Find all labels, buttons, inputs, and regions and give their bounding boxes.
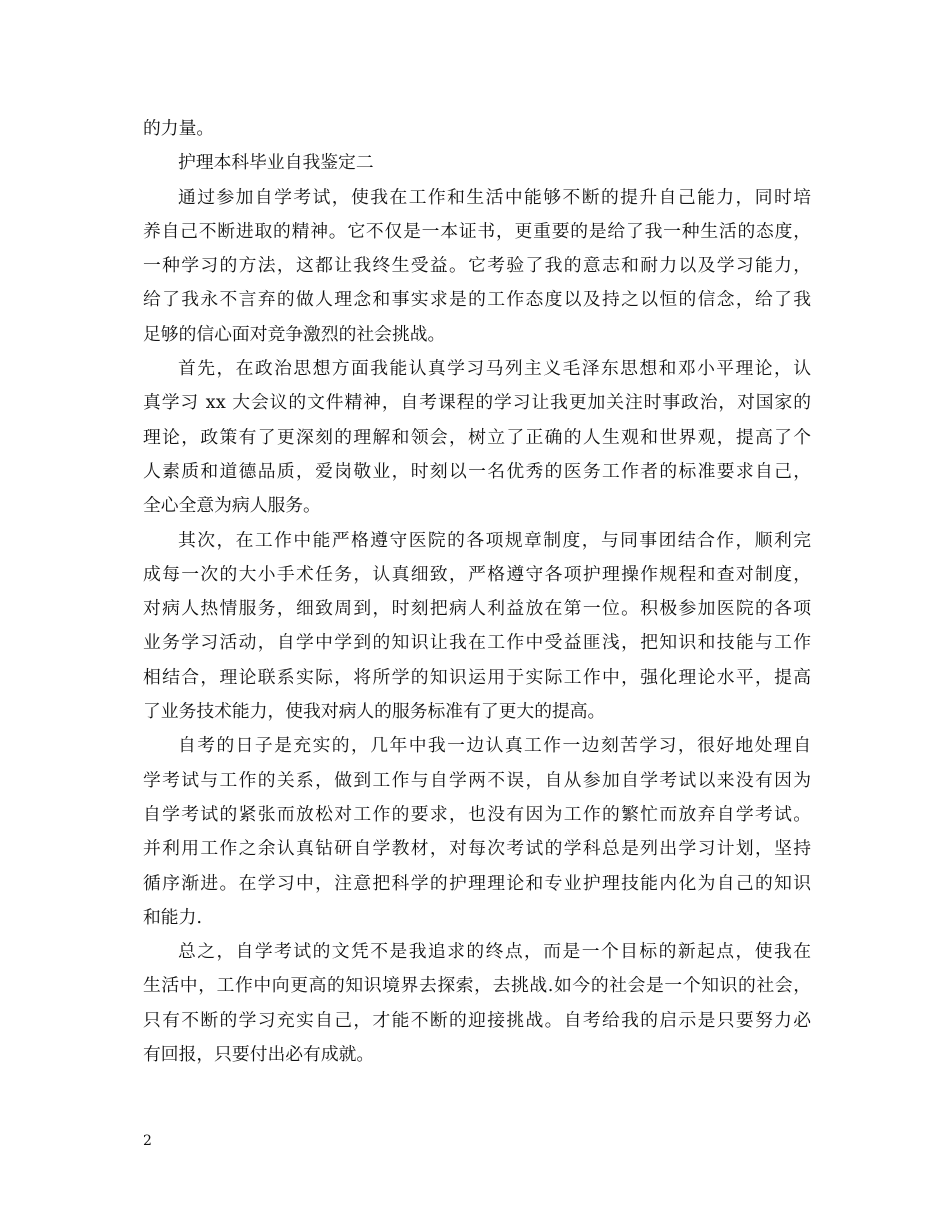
text-line: 总之，自学考试的文凭不是我追求的终点，而是一个目标的新起点，使我在 xyxy=(178,941,811,963)
document-body xyxy=(143,112,811,1072)
text-line: 人素质和道德品质，爱岗敬业，时刻以一名优秀的医务工作者的标准要求自己， xyxy=(143,460,811,482)
text-line: 业务学习活动，自学中学到的知识让我在工作中受益匪浅，把知识和技能与工作 xyxy=(143,632,811,654)
text-line: 对病人热情服务，细致周到，时刻把病人利益放在第一位。积极参加医院的各项 xyxy=(143,598,811,620)
text-line: 和能力. xyxy=(143,906,202,928)
text-line: 自学考试的紧张而放松对工作的要求，也没有因为工作的繁忙而放弃自学考试。 xyxy=(143,803,811,825)
text-line: 全心全意为病人服务。 xyxy=(143,495,321,517)
text-line: 生活中，工作中向更高的知识境界去探索，去挑战.如今的社会是一个知识的社会， xyxy=(143,975,811,997)
text-line: 学考试与工作的关系，做到工作与自学两不误，自从参加自学考试以来没有因为 xyxy=(143,769,811,791)
text-line: 通过参加自学考试，使我在工作和生活中能够不断的提升自己能力，同时培 xyxy=(178,186,811,208)
text-line: 理论，政策有了更深刻的理解和领会，树立了正确的人生观和世界观，提高了个 xyxy=(143,426,811,448)
text-line: 有回报，只要付出必有成就。 xyxy=(143,1044,375,1066)
text-line: 循序渐进。在学习中，注意把科学的护理理论和专业护理技能内化为自己的知识 xyxy=(143,872,811,894)
text-line: 的力量。 xyxy=(143,118,215,139)
text-line: 首先，在政治思想方面我能认真学习马列主义毛泽东思想和邓小平理论，认 xyxy=(178,358,811,380)
text-line: 其次，在工作中能严格遵守医院的各项规章制度，与同事团结合作，顺利完 xyxy=(178,529,811,551)
text-line: 一种学习的方法，这都让我终生受益。它考验了我的意志和耐力以及学习能力， xyxy=(143,255,811,277)
text-line: 足够的信心面对竞争激烈的社会挑战。 xyxy=(143,323,446,345)
text-line: 真学习 xx 大会议的文件精神，自考课程的学习让我更加关注时事政治，对国家的 xyxy=(143,392,811,414)
text-line: 相结合，理论联系实际，将所学的知识运用于实际工作中，强化理论水平，提高 xyxy=(143,666,811,688)
text-line: 给了我永不言弃的做人理念和事实求是的工作态度以及持之以恒的信念，给了我 xyxy=(143,289,811,311)
text-line: 并利用工作之余认真钻研自学教材，对每次考试的学科总是列出学习计划，坚持 xyxy=(143,838,811,860)
text-line: 成每一次的大小手术任务，认真细致，严格遵守各项护理操作规程和查对制度， xyxy=(143,563,811,585)
text-line: 养自己不断进取的精神。它不仅是一本证书，更重要的是给了我一种生活的态度， xyxy=(143,220,811,242)
text-line: 只有不断的学习充实自己，才能不断的迎接挑战。自考给我的启示是只要努力必 xyxy=(143,1009,811,1031)
section-heading: 护理本科毕业自我鉴定二 xyxy=(178,152,374,174)
text-line: 了业务技术能力，使我对病人的服务标准有了更大的提高。 xyxy=(143,701,606,723)
text-line: 自考的日子是充实的，几年中我一边认真工作一边刻苦学习，很好地处理自 xyxy=(178,735,811,757)
page-number: 2 xyxy=(143,1133,152,1149)
